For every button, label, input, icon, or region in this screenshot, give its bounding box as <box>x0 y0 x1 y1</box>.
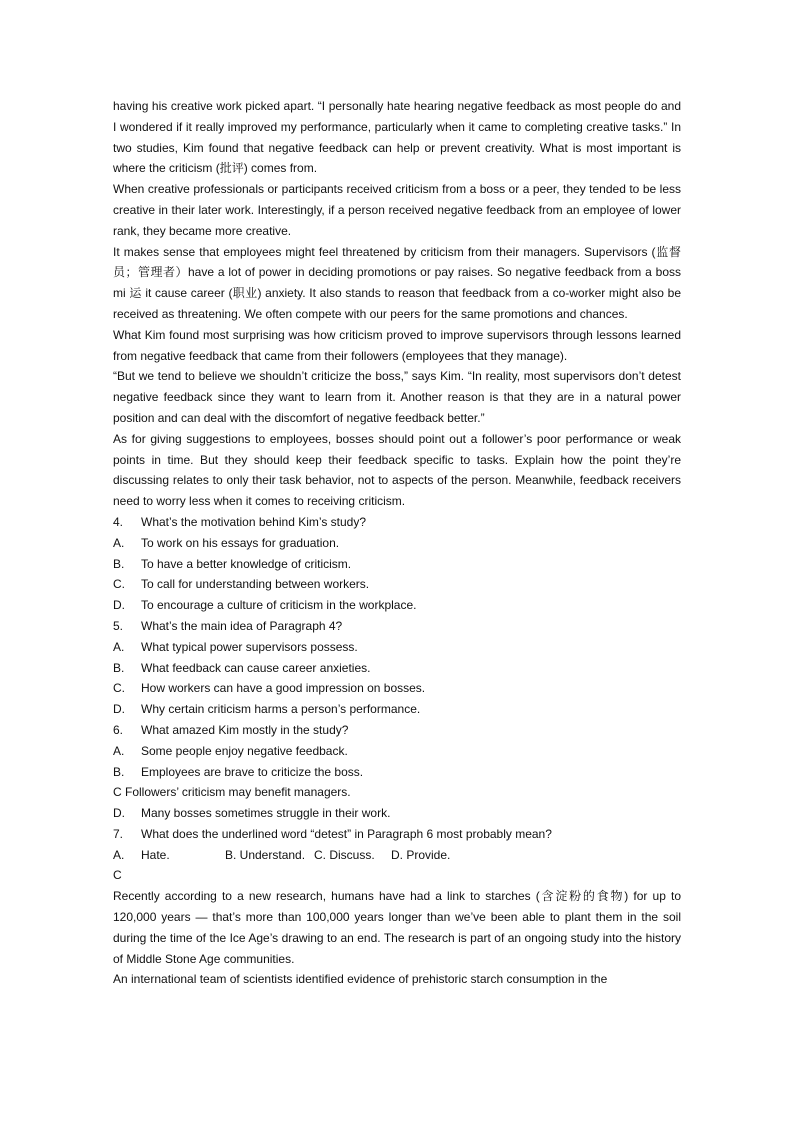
question-number: 6. <box>113 722 124 737</box>
question-4-option-a <box>113 533 681 554</box>
question-7-options <box>113 845 681 866</box>
option-text: How workers can have a good impression on bosses. <box>141 681 426 696</box>
question-4-option-d <box>113 595 681 616</box>
question-6-option-b <box>113 762 681 783</box>
question-6 <box>113 720 681 741</box>
option-key: D. <box>113 806 125 821</box>
option-b: B. Understand. <box>225 847 306 862</box>
option-text: Why certain criticism harms a person’s performance. <box>141 702 421 717</box>
option-key: B. <box>113 660 125 675</box>
question-5-option-b <box>113 658 681 679</box>
question-text: What amazed Kim mostly in the study? <box>141 722 349 737</box>
option-key: C. <box>113 681 125 696</box>
question-5-option-c <box>113 678 681 699</box>
question-text: What does the underlined word “detest” in Paragraph 6 most probably mean? <box>141 826 552 841</box>
option-text: To work on his essays for graduation. <box>141 535 340 550</box>
question-6-option-d <box>113 803 681 824</box>
passage-paragraph-6: As for giving suggestions to employees, bosses should point out a follower’s poor performance or weak points in time. But they should keep their feedback specific to tasks. Explain how the point they’re discussing relates to only their task behavior, not to aspects of the person. Meanwhile, feedback receivers need to worry less when it comes to receiving criticism. <box>113 431 681 509</box>
question-text: What’s the motivation behind Kim’s study? <box>141 514 367 529</box>
option-text: What feedback can cause career anxieties. <box>141 660 371 675</box>
question-number: 5. <box>113 618 124 633</box>
question-5 <box>113 616 681 637</box>
option-a-text: Hate. <box>141 847 170 862</box>
question-4 <box>113 512 681 533</box>
option-key: D. <box>113 598 125 613</box>
option-text: To call for understanding between workers. <box>141 577 370 592</box>
option-text: Employees are brave to criticize the boss. <box>141 764 364 779</box>
option-key: A. <box>113 639 125 654</box>
passage-paragraph-3: It makes sense that employees might feel threatened by criticism from their managers. Supervisors (监督员；管理者）have a lot of power in deciding promotions or pay raises. So negative feedback from a boss mi 运 it cause career (职业) anxiety. It also stands to reason that feedback from a co-worker might also be received as threatening. We often compete with our peers for the same promotions and chances. <box>113 244 681 321</box>
section-label-c: C <box>113 868 122 883</box>
question-number: 4. <box>113 514 124 529</box>
question-6-option-c: C Followers’ criticism may benefit managers. <box>113 785 351 800</box>
question-7 <box>113 824 681 845</box>
option-key: A. <box>113 743 125 758</box>
option-key: A. <box>113 847 125 862</box>
option-key: A. <box>113 535 125 550</box>
question-5-option-a <box>113 637 681 658</box>
option-text: To encourage a culture of criticism in the workplace. <box>141 598 417 613</box>
document-page <box>113 96 681 990</box>
question-4-option-c <box>113 574 681 595</box>
question-number: 7. <box>113 826 124 841</box>
passage-paragraph-2: When creative professionals or participants received criticism from a boss or a peer, they tended to be less creative in their later work. Interestingly, if a person received negative feedback from an employee of lower rank, they became more creative. <box>113 182 681 238</box>
question-text: What’s the main idea of Paragraph 4? <box>141 618 343 633</box>
option-text: Many bosses sometimes struggle in their work. <box>141 806 391 821</box>
passage-paragraph-4: What Kim found most surprising was how criticism proved to improve supervisors through lessons learned from negative feedback that came from their followers (employees that they manage). <box>113 327 681 363</box>
question-6-option-a <box>113 741 681 762</box>
option-text: To have a better knowledge of criticism. <box>141 556 352 571</box>
question-5-option-d <box>113 699 681 720</box>
option-key: C. <box>113 577 125 592</box>
question-4-option-b <box>113 554 681 575</box>
option-text: Some people enjoy negative feedback. <box>141 743 348 758</box>
passage-c-paragraph-1: Recently according to a new research, humans have had a link to starches (含淀粉的食物) for up to 120,000 years — that’s more than 100,000 years longer than we’ve been able to plant them in the soil during the time of the Ice Age’s drawing to an end. The research is part of an ongoing study into the history of Middle Stone Age communities. <box>113 889 681 966</box>
option-key: D. <box>113 702 125 717</box>
passage-paragraph-1: having his creative work picked apart. “I personally hate hearing negative feedback as most people do and I wondered if it really improved my performance, particularly when it came to completing creative tasks.” In two studies, Kim found that negative feedback can help or prevent creativity. What is most important is where the criticism (批评) comes from. <box>113 99 681 176</box>
option-d: D. Provide. <box>391 847 451 862</box>
passage-paragraph-5: “But we tend to believe we shouldn’t criticize the boss,” says Kim. “In reality, most supervisors don’t detest negative feedback since they want to learn from it. Another reason is that they are in a natural power position and can deal with the discomfort of negative feedback better.” <box>113 369 681 425</box>
option-key: B. <box>113 556 125 571</box>
option-c: C. Discuss. <box>314 847 375 862</box>
option-key: B. <box>113 764 125 779</box>
passage-c-paragraph-2: An international team of scientists identified evidence of prehistoric starch consumption in the <box>113 972 608 987</box>
option-text: What typical power supervisors possess. <box>141 639 358 654</box>
